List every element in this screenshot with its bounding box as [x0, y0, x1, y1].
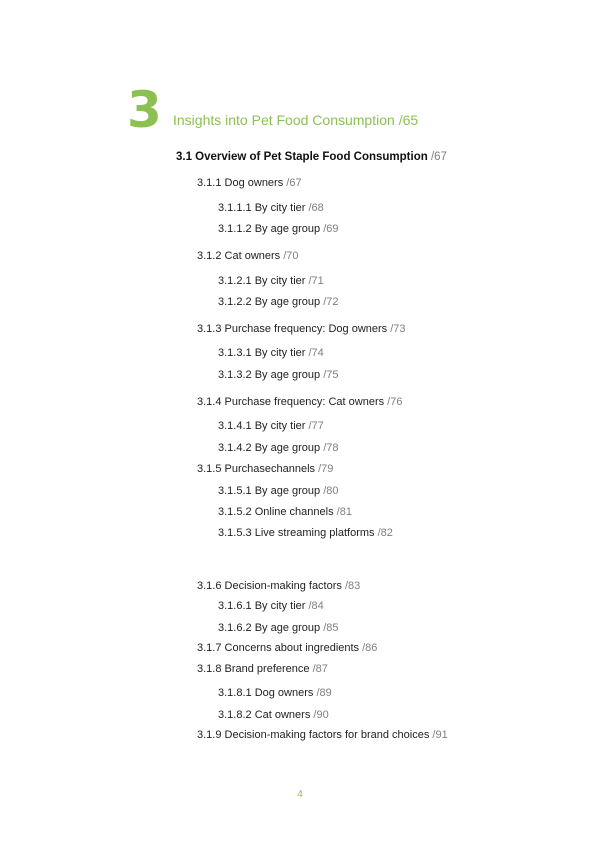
- toc-entry-3-1-5-2[interactable]: [218, 505, 352, 519]
- toc-entry-3-1-2-1[interactable]: [218, 274, 324, 288]
- toc-entry-3-1-4[interactable]: [197, 395, 402, 409]
- toc-entry-label: 3.1.1 Dog owners: [197, 177, 284, 189]
- chapter-page-ref: /65: [398, 112, 419, 128]
- toc-page-ref: /77: [308, 420, 324, 432]
- toc-entry-label: 3.1.8 Brand preference: [197, 663, 310, 675]
- toc-page-ref: /68: [308, 202, 324, 214]
- chapter-number: 3: [127, 81, 162, 139]
- toc-entry-3-1-1-2[interactable]: [218, 222, 339, 236]
- toc-page-ref: /76: [387, 396, 403, 408]
- toc-entry-label: 3.1.6.2 By age group: [218, 622, 321, 634]
- toc-entry-label: 3.1.8.2 Cat owners: [218, 709, 311, 721]
- toc-entry-3-1-6[interactable]: [197, 579, 360, 593]
- chapter-title: [173, 111, 418, 129]
- toc-entry-label: 3.1.2.1 By city tier: [218, 275, 306, 287]
- toc-entry-3-1-8[interactable]: [197, 662, 328, 676]
- toc-page-ref: /73: [390, 323, 406, 335]
- toc-entry-label: 3.1.5.3 Live streaming platforms: [218, 527, 375, 539]
- toc-page-ref: /91: [432, 729, 448, 741]
- toc-page-ref: /70: [283, 250, 299, 262]
- toc-entry-label: 3.1.4.2 By age group: [218, 442, 321, 454]
- toc-entry-label: 3.1 Overview of Pet Staple Food Consumption: [176, 151, 428, 163]
- toc-page-ref: /78: [323, 442, 339, 454]
- toc-page-ref: /71: [308, 275, 324, 287]
- toc-page-ref: /85: [323, 622, 339, 634]
- toc-page-ref: /69: [323, 223, 339, 235]
- toc-entry-3-1-5-3[interactable]: [218, 526, 393, 540]
- toc-page-ref: /83: [344, 580, 361, 592]
- toc-entry-3-1-9[interactable]: [197, 728, 448, 742]
- toc-entry-label: 3.1.3.1 By city tier: [218, 347, 306, 359]
- toc-page-ref: /80: [323, 485, 339, 497]
- toc-entry-3-1-1-1[interactable]: [218, 201, 324, 215]
- toc-page-ref: /89: [316, 687, 332, 699]
- chapter-title-text: Insights into Pet Food Consumption: [173, 112, 395, 128]
- toc-entry-label: 3.1.4.1 By city tier: [218, 420, 306, 432]
- toc-entry-label: 3.1.5.2 Online channels: [218, 506, 334, 518]
- toc-page-ref: /72: [323, 296, 339, 308]
- toc-entry-3-1-8-2[interactable]: [218, 708, 329, 722]
- toc-entry-label: 3.1.3 Purchase frequency: Dog owners: [197, 323, 388, 335]
- toc-entry-3-1-2[interactable]: [197, 249, 299, 263]
- toc-entry-label: 3.1.4 Purchase frequency: Cat owners: [197, 396, 385, 408]
- toc-entry-3-1-5[interactable]: [197, 462, 333, 476]
- toc-page-ref: /82: [377, 527, 393, 539]
- toc-page-ref: /67: [430, 151, 447, 163]
- toc-entry-label: 3.1.9 Decision-making factors for brand choices: [197, 729, 430, 741]
- toc-entry-3-1-1[interactable]: [197, 176, 302, 190]
- toc-page-ref: /87: [312, 663, 328, 675]
- toc-page-ref: /81: [336, 506, 352, 518]
- toc-entry-3-1[interactable]: [176, 150, 447, 164]
- toc-entry-3-1-3[interactable]: [197, 322, 406, 336]
- toc-entry-3-1-5-1[interactable]: [218, 484, 339, 498]
- toc-entry-label: 3.1.1.2 By age group: [218, 223, 321, 235]
- toc-page-ref: /84: [308, 600, 324, 612]
- toc-entry-3-1-7[interactable]: [197, 641, 377, 655]
- toc-page-ref: /75: [323, 369, 339, 381]
- page-number: 4: [297, 789, 303, 800]
- toc-entry-label: 3.1.5 Purchasechannels: [197, 463, 316, 475]
- toc-entry-label: 3.1.2.2 By age group: [218, 296, 321, 308]
- toc-entry-label: 3.1.5.1 By age group: [218, 485, 321, 497]
- toc-page-ref: /90: [313, 709, 329, 721]
- toc-entry-3-1-6-1[interactable]: [218, 599, 324, 613]
- toc-entry-3-1-8-1[interactable]: [218, 686, 332, 700]
- toc-entry-label: 3.1.6 Decision-making factors: [197, 580, 342, 592]
- toc-page-ref: /86: [362, 642, 378, 654]
- toc-entry-label: 3.1.7 Concerns about ingredients: [197, 642, 360, 654]
- toc-entry-3-1-6-2[interactable]: [218, 621, 339, 635]
- toc-entry-label: 3.1.6.1 By city tier: [218, 600, 306, 612]
- toc-entry-label: 3.1.1.1 By city tier: [218, 202, 306, 214]
- toc-page-ref: /74: [308, 347, 324, 359]
- toc-entry-label: 3.1.2 Cat owners: [197, 250, 281, 262]
- toc-page-ref: /79: [318, 463, 334, 475]
- toc-entry-label: 3.1.3.2 By age group: [218, 369, 321, 381]
- toc-page-ref: /67: [286, 177, 302, 189]
- toc-entry-3-1-3-2[interactable]: [218, 368, 339, 382]
- toc-entry-3-1-4-1[interactable]: [218, 419, 324, 433]
- toc-entry-3-1-4-2[interactable]: [218, 441, 339, 455]
- toc-entry-3-1-3-1[interactable]: [218, 346, 324, 360]
- toc-entry-label: 3.1.8.1 Dog owners: [218, 687, 314, 699]
- toc-entry-3-1-2-2[interactable]: [218, 295, 339, 309]
